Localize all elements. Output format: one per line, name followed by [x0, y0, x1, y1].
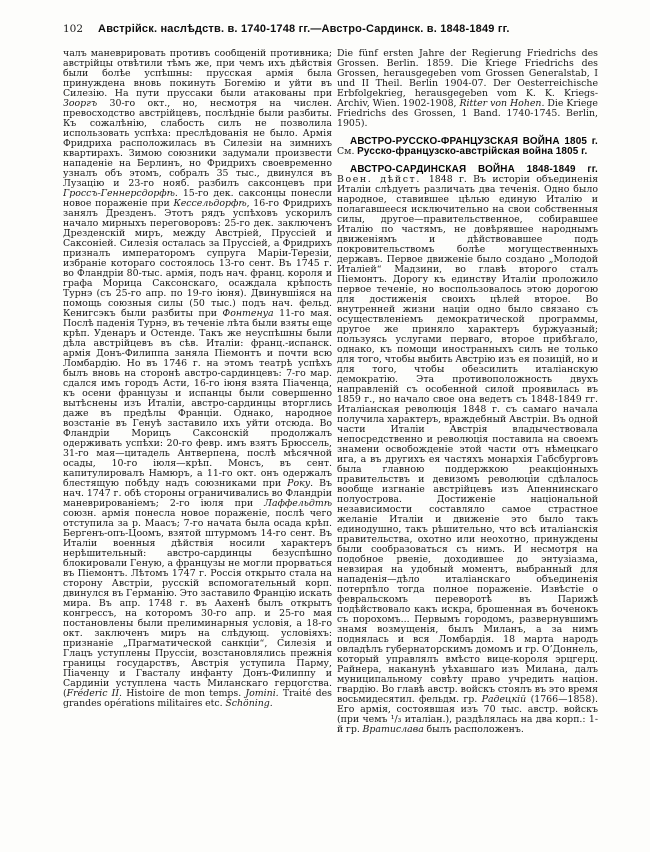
text-segment: былъ расположенъ. — [423, 724, 524, 735]
text-segment: Histoire de mon temps. — [122, 688, 246, 699]
article-heading: Русско-французско-австрійская война 1805 г. — [357, 146, 588, 157]
running-head — [63, 23, 603, 35]
italic-term: Року — [287, 478, 311, 489]
text-segment: , 16-го Фридрихъ занялъ Дрезденъ. Этотъ рядъ успѣховъ ускорилъ начало мирныхъ переговоровъ: 25-го дек. заключенъ Дрезденскій миръ, между Австріей, Пруссіей и Саксоніей. Силезія осталась за Пруссіей, а Фридрихъ призналъ императоромъ супруга Маріи-Терезіи, избраніе котораго состоялось 13-го сент. Въ 1745 г. во Фландріи 80-тыс. армія, подъ нач. франц. короля и графа Морица Саксонскаго, осаждала крѣпость Турнэ (съ 25-го апр. по 19-го іюня). Двинувшіяся на помощь союзныя силы (50 тыс.) подъ нач. фельд. Кенигсэкъ были разбиты при — [63, 198, 332, 319]
text-segment: 11-го мая. Послѣ паденія Турнэ, въ теченіе лѣта были взяты еще крѣп. Уденаръ и Остенде. Такъ же неуспѣшны были дѣла австрійцевъ въ сѣв. Италіи: франц.-испанск. армія Донъ-Филиппа заняла Піемонтъ и почти всю Ломбардію. Но въ 1746 г. на этомъ театрѣ успѣхъ былъ вновь на сторонѣ австро-сардинцевъ: 7-го мар. сдался имъ городъ Асти, 16-го іюня взята Піаченца, къ осени французы и испанцы были совершенно вытѣснены изъ Италіи, австро-сардинцы вторглись даже въ предѣлы Франціи. Однако, народное возстаніе въ Генуѣ заставило ихъ уйти отсюда. Во Фландріи Морицъ Саксонскій продолжалъ одерживать успѣхи: 20-го февр. имъ взятъ Брюссель, 31-го мая—цитадель Антверпена, послѣ мѣсячной осады, 10-го іюля—крѣп. Монсъ, въ сент. капитулировалъ Намюръ, а 11-го окт. онъ одержалъ блестящую побѣду надъ союзниками при — [63, 308, 332, 489]
italic-term: Ritter von Hohen. — [459, 98, 545, 109]
text-segment: 30-го окт., но, несмотря на числен. превосходство австрійцевъ, послѣдніе были разбиты. Къ сожалѣнію, слабость силъ не позволила использовать успѣха: преслѣдованія не было. Армія Фридриха расположилась въ Силезіи на зимнихъ квартирахъ. Зимою союзники задумали произвести нападеніе на Берлинъ, но Фридрихъ своевременно узналъ объ этомъ, собралъ 35 тыс., двинулся въ Лузацію и 23-го нояб. разбилъ саксонцевъ при — [63, 98, 332, 189]
italic-term: Вратислава — [362, 724, 424, 735]
bibliography-continuation — [337, 49, 598, 129]
italic-term: Jomini. — [245, 688, 279, 699]
article-continuation-austrian-succession-war — [63, 49, 332, 709]
running-title: Австрійск. наслѣдств. в. 1740-1748 гг.—Австро-Сардинск. в. 1848-1849 гг. — [98, 23, 510, 35]
text-segment: союзн. армія понесла новое пораженіе, послѣ чего отступила за р. Маасъ; 7-го начата была осада крѣп. Бергенъ-опъ-Цоомъ, взятой штурмомъ 14-го сент. Въ Италіи военныя дѣйствія носили характеръ нерѣшительный: австро-сардинцы безуспѣшно блокировали Геную, а французы не могли прорваться въ Піемонтъ. Лѣтомъ 1747 г. Россія открыто стала на сторону Австріи, русскій вспомогательный корп. двинулся въ Германію. Это заставило Францію искать мира. Въ апр. 1748 г. въ Аахенѣ былъ открытъ конгрессъ, на которомъ 30-го апр. и 25-го мая постановлены были прелиминарныя условія, а 18-го окт. заключенъ миръ на слѣдующ. условіяхъ: признаніе „Прагматической санкціи“, Силезія и Глацъ уступлены Пруссіи, возстановлялись прежнія границы государствъ, Австрія уступила Парму, Піаченцу и Гвасталу инфанту Донъ-Филиппу и Сардиніи уступлена часть Миланскаго герцогства. ( — [63, 508, 332, 699]
article-heading: АВСТРО-САРДИНСКАЯ ВОЙНА 1848-1849 гг. — [350, 164, 598, 175]
italic-term: Лаффельдтѣ — [264, 498, 332, 509]
italic-term: Schöning. — [225, 698, 273, 709]
text-segment: См. — [337, 146, 358, 157]
text-segment: чалъ маневрировать противъ сообщеній противника; австрійцы отвѣтили тѣмъ же, при чемъ ихъ дѣйствія были болѣе успѣшны: прусская армія была принуждена вновь покинуть Богемію и уйти въ Силезію. На пути пруссаки были атакованы при — [63, 49, 332, 99]
italic-term: Фонтенуа — [222, 308, 274, 319]
italic-term: Fréderic II. — [66, 688, 123, 699]
text-segment: (1766—1858). Его армія, состоявшая изъ 70 тыс. австр. войскъ (при чемъ ¹/₃ италіан.), раздѣлялась на два корп.: 1-й гр. — [337, 694, 598, 735]
text-segment: Die Kriege Friedrichs des Grossen, 1 Band. 1740-1745. Berlin, 1905). — [337, 98, 598, 129]
text-segment: Die fünf ersten Jahre der Regierung Friedrichs des Grossen. Berlin. 1859. Die Kriege Friedrichs des Grossen, herausgegeben vom Grossen Generalstab, I und II Theil. Berlin 1904-07. Der Oesterreichische Erbfolgekrieg, herausgegeben vom K. K. Kriegs-Archiv, Wien. 1902-1908, — [337, 49, 598, 109]
italic-term: Кессельдорфѣ — [173, 198, 247, 209]
text-segment: 1848 г. Въ исторіи объединенія Италіи слѣдуетъ различать два теченія. Одно было народное, ставившее цѣлью единую Италію и полагавшееся исключительно на свои собственныя силы, другое—правительственное, собиравшее Италію по частямъ, не довѣрявшее народнымъ движеніямъ и дѣйствовавшее подъ покровительствомъ болѣе могущественныхъ державъ. Первое движеніе было создано „Молодой Италіей“ Мадзини, во главѣ второго сталъ Піемонтъ. Дорогу къ единству Италіи проложило первое теченіе, но воспользовалось этою дорогою для достиженія своихъ цѣлей второе. Во внутренней жизни націи одно было связано съ осуществленіемъ демократической программы, другое же приняло характеръ буржуазный; пользуясь услугами перваго, второе прибѣгало, однако, къ помощи иностранныхъ силъ не только для того, чтобы выбить Австрію изъ ея позицій, но и для того, чтобы обезсилить италіанскую демократію. Эта противоположность двухъ направленій съ особенной силой проявилась въ 1859 г., но начало свое она ведетъ съ 1848-1849 гг. Италіанская революція 1848 г. съ самаго начала получила характеръ, враждебный Австріи. Въ одной части Италіи Австрія владычествовала непосредственно и революція поставила на своемъ знамени освобожденіе этой части отъ нѣмецкаго ига, а въ другихъ ея частяхъ монархія Габсбурговъ была главною поддержкою реакціонныхъ правительствъ и девизомъ революціи сдѣлалось вообще изгнаніе австрійцевъ изъ Апеннинскаго полуострова. Достиженіе національной независимости составляло самое страстное желаніе Италіи и движеніе это было такъ единодушно, такъ рѣшительно, что всѣ италіанскія правительства, охотно или неохотно, принуждены были сообразоваться съ нимъ. И несмотря на подобное рвеніе, доходившее до энтузіазма, невзирая на удобный моментъ, выбранный для нападенія—дѣло италіанскаго объединенія потерпѣло тогда полное пораженіе. Извѣстіе о февральскомъ переворотѣ въ Парижѣ подѣйствовало какъ искра, брошенная въ боченокъ съ порохомъ... Первымъ городомъ, развернувшимъ знамя возмущенія, былъ Миланъ, а за нимъ поднялась и вся Ломбардія. 18 марта народъ овладѣлъ губернаторскимъ домомъ и гр. О’Доннель, который управлялъ вмѣсто вице-короля эрцгерц. Райнера, наканунѣ уѣхавшаго изъ Милана, далъ муниципальному совѣту право учредить націон. гвардію. Во главѣ австр. войскъ стоялъ въ это время восьмидесятил. фельдм. гр. — [337, 174, 598, 705]
text-column-right — [337, 49, 598, 811]
text-segment: Traité des grandes opérations militaires etc. — [63, 688, 332, 709]
page-number: 102 — [63, 23, 84, 35]
text-segment: . 15-го дек. саксонцы понесли новое пораженіе при — [63, 188, 332, 209]
spaced-label: Воен. дѣйст. — [337, 174, 429, 185]
italic-term: Радецкій — [481, 694, 527, 705]
text-column-left — [63, 49, 332, 811]
article-austro-russo-french-war-1805 — [337, 137, 598, 157]
article-heading: АВСТРО-РУССКО-ФРАНЦУЗСКАЯ ВОЙНА 1805 г. — [350, 136, 598, 147]
italic-term: Гроссъ-Геннерсдорфѣ — [63, 188, 175, 199]
italic-term: Зооргъ — [63, 98, 98, 109]
article-austro-sardinian-war-1848-1849 — [337, 165, 598, 735]
text-segment: . Въ нач. 1747 г. обѣ стороны ограничивались во Фландріи маневрированіемъ; 2-го іюля при — [63, 478, 332, 509]
